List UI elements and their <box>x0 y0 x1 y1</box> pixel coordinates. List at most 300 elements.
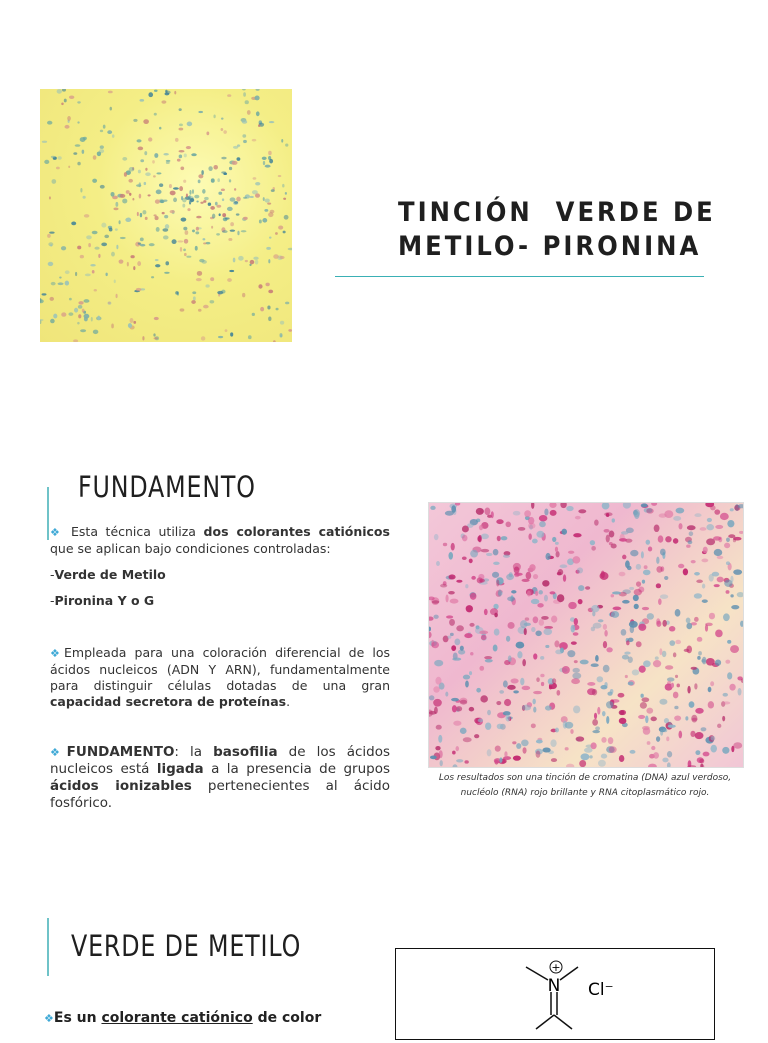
cell-nucleus-dot <box>139 194 142 199</box>
cell-nucleus-dot <box>163 153 168 156</box>
cell-nucleus-dot <box>213 115 215 119</box>
nitrogen-label: N <box>547 976 561 996</box>
cell-nucleus-dot <box>577 567 583 573</box>
cell-nucleus-dot <box>711 736 716 741</box>
cell-nucleus-dot <box>611 544 617 549</box>
cell-nucleus-dot <box>536 531 544 538</box>
cell-nucleus-dot <box>50 244 52 246</box>
cell-nucleus-dot <box>243 217 248 220</box>
cell-nucleus-dot <box>666 736 669 741</box>
cell-nucleus-dot <box>48 262 54 266</box>
cell-nucleus-dot <box>624 652 630 655</box>
cell-nucleus-dot <box>574 660 578 663</box>
cell-nucleus-dot <box>572 673 581 679</box>
cell-nucleus-dot <box>667 751 672 757</box>
cell-nucleus-dot <box>83 137 87 140</box>
cell-nucleus-dot <box>589 755 592 758</box>
cell-nucleus-dot <box>671 683 674 688</box>
cell-nucleus-dot <box>196 227 199 231</box>
cell-nucleus-dot <box>192 291 196 294</box>
cell-nucleus-dot <box>217 178 220 182</box>
cell-nucleus-dot <box>210 206 215 210</box>
heading-accent-bar <box>47 487 49 540</box>
cell-nucleus-dot <box>111 192 115 197</box>
cell-nucleus-dot <box>664 576 668 580</box>
cell-nucleus-dot <box>469 623 474 627</box>
cell-nucleus-dot <box>480 695 488 702</box>
cell-nucleus-dot <box>142 336 144 340</box>
cell-nucleus-dot <box>621 531 629 535</box>
cell-nucleus-dot <box>137 212 139 216</box>
bond-right <box>560 967 578 980</box>
cell-nucleus-dot <box>618 693 625 698</box>
dye-item-verde-de-metilo <box>50 567 390 583</box>
cell-nucleus-dot <box>440 760 443 766</box>
cell-nucleus-dot <box>675 675 678 678</box>
cell-nucleus-dot <box>647 741 651 745</box>
cell-nucleus-dot <box>242 120 247 124</box>
cell-nucleus-dot <box>266 247 271 250</box>
cell-nucleus-dot <box>113 207 118 210</box>
cell-nucleus-dot <box>686 545 690 548</box>
cell-nucleus-dot <box>259 220 262 224</box>
cell-nucleus-dot <box>724 543 730 549</box>
cell-nucleus-dot <box>233 258 236 263</box>
cell-nucleus-dot <box>648 547 652 552</box>
cell-nucleus-dot <box>478 719 483 723</box>
cell-nucleus-dot <box>517 651 522 658</box>
cell-nucleus-dot <box>196 200 198 202</box>
cell-nucleus-dot <box>656 621 661 627</box>
cell-nucleus-dot <box>592 719 598 726</box>
cell-nucleus-dot <box>465 584 468 588</box>
cell-nucleus-dot <box>678 523 682 529</box>
cell-nucleus-dot <box>145 168 147 171</box>
cell-nucleus-dot <box>80 255 84 259</box>
cell-nucleus-dot <box>445 692 448 697</box>
cell-nucleus-dot <box>587 682 595 686</box>
bold-text: capacidad secretora de proteínas <box>50 694 287 709</box>
cell-nucleus-dot <box>234 188 236 191</box>
cell-nucleus-dot <box>713 536 721 540</box>
cell-nucleus-dot <box>493 645 498 652</box>
cell-nucleus-dot <box>179 155 182 159</box>
cell-nucleus-dot <box>155 216 159 220</box>
cell-nucleus-dot <box>282 184 284 188</box>
cell-nucleus-dot <box>574 618 578 625</box>
bold-underlined-text: colorante catiónico <box>101 1010 253 1026</box>
cell-nucleus-dot <box>531 627 535 632</box>
cell-nucleus-dot <box>181 218 187 222</box>
cell-nucleus-dot <box>658 535 664 542</box>
cell-nucleus-dot <box>511 678 519 683</box>
bold-text: basofilia <box>213 744 278 760</box>
cell-nucleus-dot <box>148 194 151 196</box>
cell-nucleus-dot <box>180 308 185 311</box>
cell-nucleus-dot <box>107 130 112 134</box>
cell-nucleus-dot <box>669 626 675 632</box>
cell-nucleus-dot <box>433 699 442 707</box>
cell-nucleus-dot <box>580 753 589 760</box>
cell-nucleus-dot <box>726 537 730 542</box>
cell-nucleus-dot <box>44 160 49 164</box>
cell-nucleus-dot <box>451 543 455 551</box>
cell-nucleus-dot <box>222 198 224 201</box>
cell-nucleus-dot <box>651 746 655 750</box>
pink-micrograph-image <box>428 502 744 768</box>
cell-nucleus-dot <box>479 666 484 671</box>
cell-nucleus-dot <box>436 561 440 566</box>
cell-nucleus-dot <box>640 702 647 709</box>
cell-nucleus-dot <box>551 758 557 762</box>
cell-nucleus-dot <box>532 699 535 705</box>
cell-nucleus-dot <box>731 746 734 752</box>
cell-nucleus-dot <box>112 134 115 137</box>
cell-nucleus-dot <box>706 524 714 530</box>
cell-nucleus-dot <box>464 760 468 763</box>
cell-nucleus-dot <box>249 264 251 266</box>
cell-nucleus-dot <box>493 562 500 565</box>
cell-nucleus-dot <box>626 640 630 645</box>
cell-nucleus-dot <box>434 707 438 714</box>
cell-nucleus-dot <box>539 521 546 527</box>
cell-nucleus-dot <box>694 572 700 576</box>
cell-nucleus-dot <box>632 669 639 675</box>
cell-nucleus-dot <box>597 707 600 715</box>
cell-nucleus-dot <box>84 214 90 217</box>
cell-nucleus-dot <box>603 665 610 673</box>
cell-nucleus-dot <box>536 739 543 743</box>
cell-nucleus-dot <box>170 191 176 196</box>
cell-nucleus-dot <box>250 260 255 264</box>
cell-nucleus-dot <box>439 750 443 758</box>
cell-nucleus-dot <box>558 569 564 575</box>
cell-nucleus-dot <box>484 508 490 516</box>
cell-nucleus-dot <box>484 656 492 659</box>
cell-nucleus-dot <box>179 186 183 191</box>
cell-nucleus-dot <box>659 648 662 655</box>
cell-nucleus-dot <box>691 667 697 670</box>
cell-nucleus-dot <box>58 282 64 285</box>
cell-nucleus-dot <box>550 510 557 516</box>
cell-nucleus-dot <box>478 574 484 580</box>
cell-nucleus-dot <box>94 289 97 292</box>
cell-nucleus-dot <box>145 172 151 176</box>
paragraph-fundamento <box>50 744 390 812</box>
cell-nucleus-dot <box>476 688 481 693</box>
cell-nucleus-dot <box>128 179 132 183</box>
cell-nucleus-dot <box>109 228 113 232</box>
cell-nucleus-dot <box>85 274 91 277</box>
cell-nucleus-dot <box>210 300 215 303</box>
cell-nucleus-dot <box>726 561 730 565</box>
cell-nucleus-dot <box>228 238 232 241</box>
cell-nucleus-dot <box>252 313 255 316</box>
cell-nucleus-dot <box>162 212 165 214</box>
cell-nucleus-dot <box>50 319 55 324</box>
cell-nucleus-dot <box>503 711 511 715</box>
cell-nucleus-dot <box>563 574 566 581</box>
cell-nucleus-dot <box>535 591 538 596</box>
cell-nucleus-dot <box>165 93 170 96</box>
cell-nucleus-dot <box>172 239 177 244</box>
cell-nucleus-dot <box>651 503 657 506</box>
cell-nucleus-dot <box>506 574 514 580</box>
cell-nucleus-dot <box>667 762 671 767</box>
cell-nucleus-dot <box>608 737 614 744</box>
cell-nucleus-dot <box>159 183 163 187</box>
cell-nucleus-dot <box>595 726 600 730</box>
cell-nucleus-dot <box>133 321 136 324</box>
cell-nucleus-dot <box>182 198 186 203</box>
cell-nucleus-dot <box>701 559 708 563</box>
cell-nucleus-dot <box>208 166 212 171</box>
cell-nucleus-dot <box>195 231 199 234</box>
cell-nucleus-dot <box>140 159 144 162</box>
cell-nucleus-dot <box>69 96 74 99</box>
cell-nucleus-dot <box>470 593 477 600</box>
cell-nucleus-dot <box>591 605 599 612</box>
bold-text: ligada <box>156 761 204 777</box>
cell-nucleus-dot <box>250 196 254 198</box>
cell-nucleus-dot <box>230 197 236 201</box>
cell-nucleus-dot <box>61 102 63 105</box>
cell-nucleus-dot <box>702 584 705 589</box>
cell-nucleus-dot <box>198 179 201 183</box>
cell-nucleus-dot <box>737 592 743 597</box>
cell-nucleus-dot <box>550 591 556 594</box>
molecule-structure-diagram <box>396 949 714 1039</box>
cell-nucleus-dot <box>508 622 515 629</box>
cell-nucleus-dot <box>435 677 441 685</box>
cell-nucleus-dot <box>633 595 639 601</box>
cell-nucleus-dot <box>248 335 252 339</box>
cell-nucleus-dot <box>486 553 493 556</box>
cell-nucleus-dot <box>108 91 113 94</box>
cell-nucleus-dot <box>665 536 671 542</box>
cell-nucleus-dot <box>281 139 283 143</box>
cell-nucleus-dot <box>169 184 172 188</box>
cell-nucleus-dot <box>186 256 191 258</box>
cell-nucleus-dot <box>73 152 77 155</box>
cell-nucleus-dot <box>84 314 90 319</box>
cell-nucleus-dot <box>462 535 467 542</box>
cell-nucleus-dot <box>47 121 52 125</box>
cell-nucleus-dot <box>723 613 730 621</box>
cell-nucleus-dot <box>227 207 233 211</box>
cell-nucleus-dot <box>438 735 442 743</box>
cell-nucleus-dot <box>567 650 575 657</box>
cell-nucleus-dot <box>61 246 66 250</box>
diamond-bullet-icon: ❖ <box>44 1012 54 1025</box>
cell-nucleus-dot <box>255 96 260 101</box>
cell-nucleus-dot <box>173 187 179 189</box>
cell-nucleus-dot <box>630 625 634 633</box>
cell-nucleus-dot <box>223 130 227 134</box>
cell-nucleus-dot <box>68 166 70 168</box>
cell-nucleus-dot <box>155 259 159 261</box>
cell-nucleus-dot <box>183 227 187 231</box>
cell-nucleus-dot <box>572 556 580 564</box>
cell-nucleus-dot <box>646 508 653 513</box>
cell-nucleus-dot <box>505 522 511 528</box>
cell-nucleus-dot <box>273 340 276 342</box>
cell-nucleus-dot <box>566 764 574 767</box>
cell-nucleus-dot <box>630 750 636 754</box>
cell-nucleus-dot <box>566 506 573 511</box>
cell-nucleus-dot <box>111 252 115 257</box>
cell-nucleus-dot <box>674 706 678 710</box>
cell-nucleus-dot <box>262 157 267 160</box>
cell-nucleus-dot <box>573 533 581 537</box>
cell-nucleus-dot <box>648 764 657 767</box>
cell-nucleus-dot <box>155 199 160 204</box>
cell-nucleus-dot <box>119 260 124 264</box>
cell-nucleus-dot <box>208 203 211 206</box>
cell-nucleus-dot <box>689 531 694 536</box>
cell-nucleus-dot <box>643 727 651 735</box>
cell-nucleus-dot <box>133 266 135 270</box>
cell-nucleus-dot <box>125 218 131 222</box>
cell-nucleus-dot <box>673 652 676 657</box>
cell-nucleus-dot <box>80 188 82 192</box>
cell-nucleus-dot <box>513 690 519 693</box>
cell-nucleus-dot <box>545 553 550 560</box>
cell-nucleus-dot <box>431 641 439 648</box>
cell-nucleus-dot <box>456 580 462 583</box>
cell-nucleus-dot <box>571 641 577 644</box>
cell-nucleus-dot <box>571 678 580 684</box>
cell-nucleus-dot <box>202 189 205 194</box>
cell-nucleus-dot <box>236 197 241 202</box>
cell-nucleus-dot <box>733 569 742 575</box>
cell-nucleus-dot <box>265 283 269 287</box>
cell-nucleus-dot <box>126 190 130 194</box>
cell-nucleus-dot <box>691 560 696 563</box>
cell-nucleus-dot <box>539 590 543 594</box>
cell-nucleus-dot <box>469 559 473 564</box>
cell-nucleus-dot <box>705 623 713 626</box>
cell-nucleus-dot <box>580 660 589 665</box>
cell-nucleus-dot <box>636 564 641 570</box>
cell-nucleus-dot <box>664 718 669 723</box>
cell-nucleus-dot <box>508 655 512 662</box>
cell-nucleus-dot <box>496 580 499 587</box>
cell-nucleus-dot <box>689 701 695 708</box>
cell-nucleus-dot <box>148 92 153 97</box>
cell-nucleus-dot <box>634 604 639 609</box>
cell-nucleus-dot <box>727 640 731 644</box>
cell-nucleus-dot <box>142 210 146 214</box>
cell-nucleus-dot <box>561 529 567 535</box>
cell-nucleus-dot <box>531 599 540 604</box>
cell-nucleus-dot <box>184 153 187 157</box>
cell-nucleus-dot <box>542 580 549 587</box>
cell-nucleus-dot <box>236 157 240 161</box>
cell-nucleus-dot <box>247 110 251 115</box>
bold-text: ácidos ionizables <box>50 778 192 794</box>
cell-nucleus-dot <box>695 750 700 755</box>
cell-nucleus-dot <box>470 652 473 656</box>
cell-nucleus-dot <box>662 651 667 657</box>
cell-nucleus-dot <box>620 710 626 715</box>
cell-nucleus-dot <box>703 752 710 757</box>
cell-nucleus-dot <box>93 330 99 334</box>
cell-nucleus-dot <box>485 659 493 662</box>
cell-nucleus-dot <box>554 640 559 647</box>
cell-nucleus-dot <box>163 199 168 201</box>
cell-nucleus-dot <box>520 678 524 686</box>
cell-nucleus-dot <box>643 660 651 667</box>
cell-nucleus-dot <box>634 589 642 596</box>
cell-nucleus-dot <box>656 566 662 573</box>
cell-nucleus-dot <box>656 557 659 564</box>
cell-nucleus-dot <box>568 602 577 609</box>
cell-nucleus-dot <box>184 253 187 256</box>
cell-nucleus-dot <box>258 124 260 127</box>
cell-nucleus-dot <box>116 245 118 249</box>
cell-nucleus-dot <box>230 222 234 226</box>
cell-nucleus-dot <box>490 608 498 615</box>
cell-nucleus-dot <box>476 508 484 515</box>
cell-nucleus-dot <box>602 503 610 509</box>
cell-nucleus-dot <box>47 234 51 238</box>
cell-nucleus-dot <box>229 167 232 170</box>
slide-title <box>398 196 716 264</box>
cell-nucleus-dot <box>430 755 437 759</box>
cell-nucleus-dot <box>578 599 583 604</box>
cell-nucleus-dot <box>94 247 99 250</box>
text: Esta técnica utiliza <box>63 524 204 539</box>
cell-nucleus-dot <box>194 195 199 199</box>
cell-nucleus-dot <box>579 760 586 767</box>
cell-nucleus-dot <box>206 132 209 136</box>
cell-nucleus-dot <box>591 546 596 551</box>
cell-nucleus-dot <box>496 519 503 524</box>
cell-nucleus-dot <box>237 231 239 236</box>
cell-nucleus-dot <box>647 613 654 619</box>
cell-nucleus-dot <box>730 508 734 511</box>
cell-nucleus-dot <box>551 616 557 623</box>
cell-nucleus-dot <box>203 200 206 203</box>
cell-nucleus-dot <box>433 686 439 692</box>
chemical-structure-box <box>395 948 715 1040</box>
cell-nucleus-dot <box>436 725 442 730</box>
cell-nucleus-dot <box>159 127 161 130</box>
cell-nucleus-dot <box>462 525 469 532</box>
cell-nucleus-dot <box>49 231 54 233</box>
cell-nucleus-dot <box>707 518 712 522</box>
cell-nucleus-dot <box>638 715 645 719</box>
cell-nucleus-dot <box>537 603 543 607</box>
dye-item-pironina <box>50 593 390 609</box>
cell-nucleus-dot <box>205 284 209 287</box>
cell-nucleus-dot <box>202 238 205 240</box>
cell-nucleus-dot <box>628 682 634 686</box>
cell-nucleus-dot <box>245 100 249 104</box>
cell-nucleus-dot <box>513 755 521 760</box>
cell-nucleus-dot <box>560 503 566 508</box>
diamond-bullet-icon: ❖ <box>50 526 64 539</box>
cell-nucleus-dot <box>269 159 273 164</box>
cell-nucleus-dot <box>225 329 228 332</box>
cell-nucleus-dot <box>268 290 273 294</box>
cell-nucleus-dot <box>597 676 604 682</box>
cell-nucleus-dot <box>663 729 667 733</box>
cell-nucleus-dot <box>578 585 584 591</box>
cell-nucleus-dot <box>695 732 704 739</box>
cell-nucleus-dot <box>474 734 479 738</box>
